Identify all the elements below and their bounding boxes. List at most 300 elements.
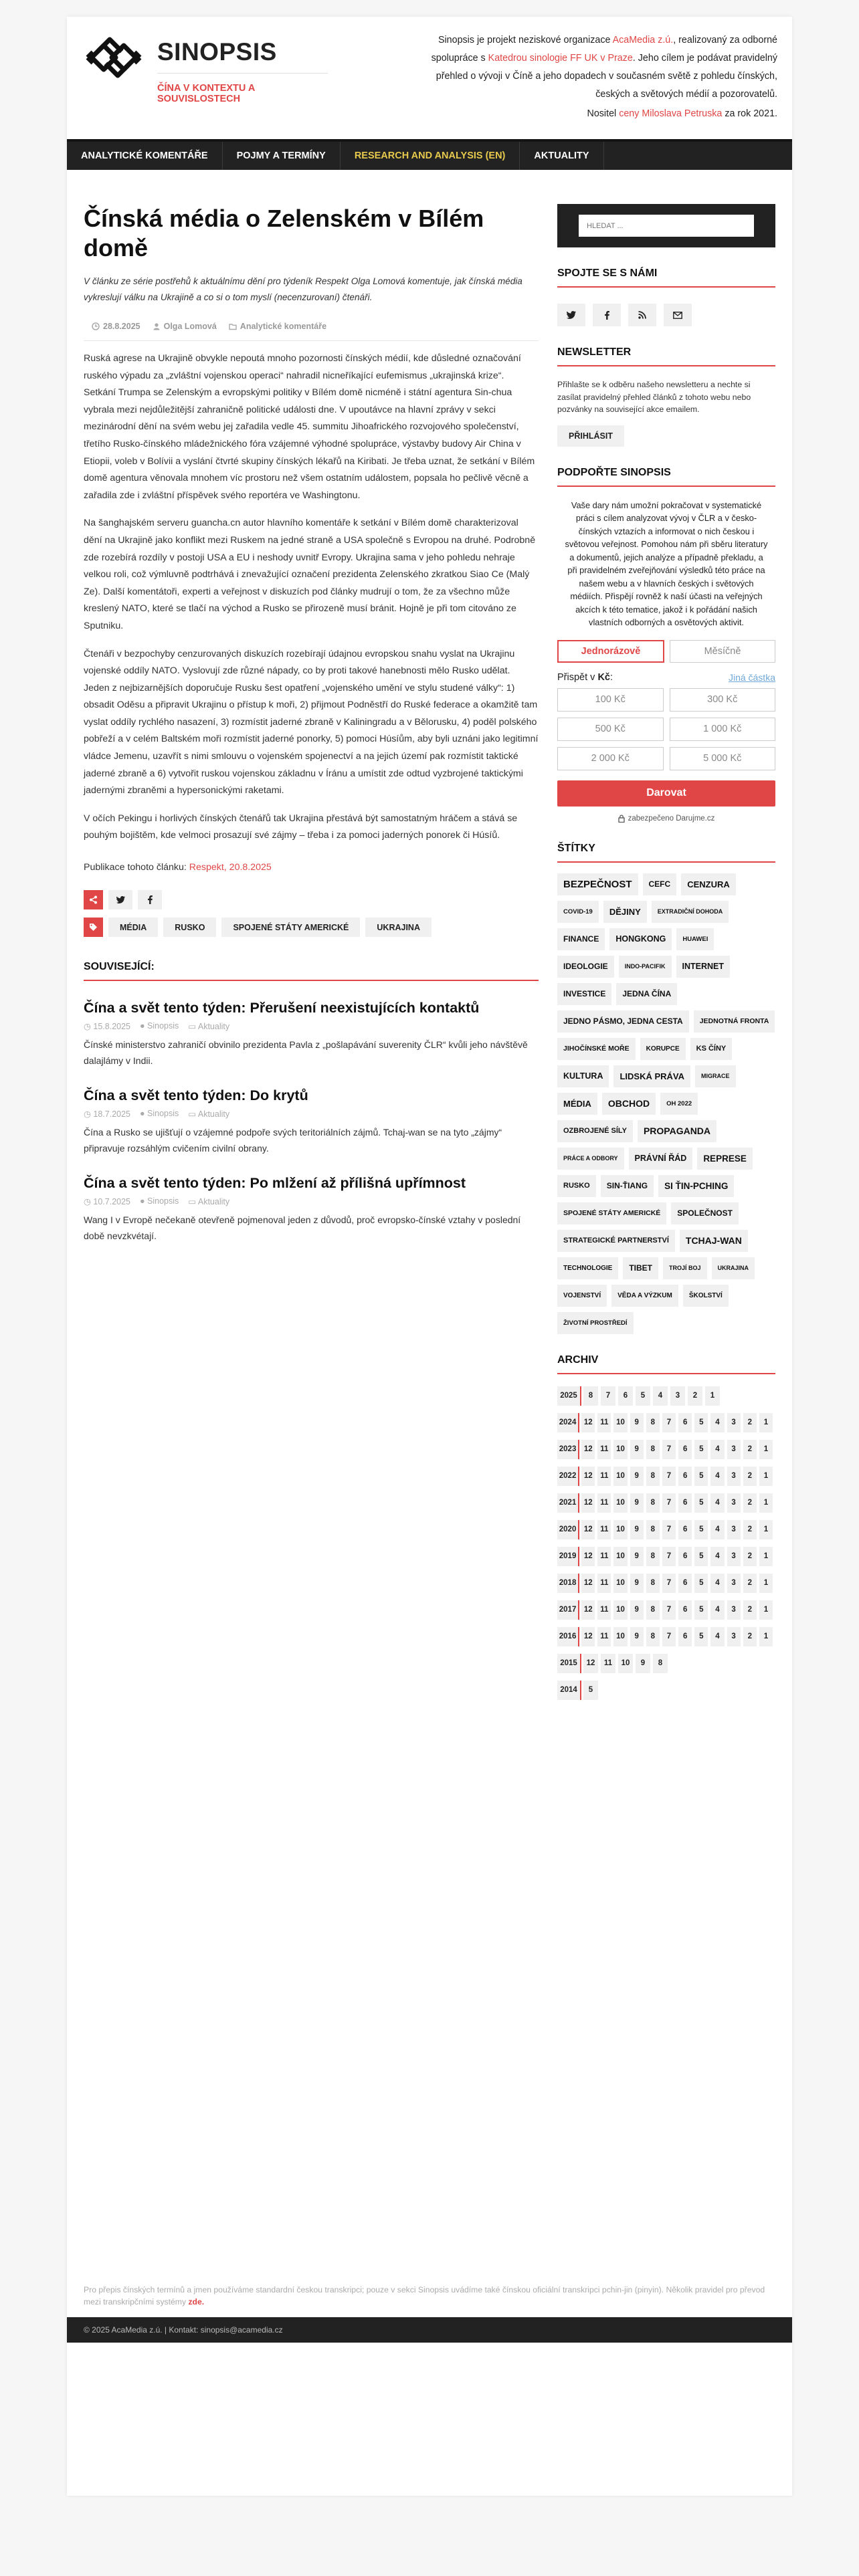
donation-frequency-toggle: [557, 640, 775, 663]
cloud-tag[interactable]: PROPAGANDA: [638, 1120, 717, 1142]
search-box: [557, 204, 775, 247]
post-paragraph: V očích Pekingu i horlivých čínských čtenářů tak Ukrajina přestává být samostatným hráčem a stává se pouhým bojištěm, kde velmoci prosazují své zájmy – třeba i za pomoci jaderných ponorek či Húsíů.: [84, 813, 518, 841]
archive-month[interactable]: 1: [759, 1520, 773, 1539]
archive-month[interactable]: 6: [618, 1386, 633, 1406]
archive-year[interactable]: 2022: [557, 1467, 579, 1486]
archive-row: [557, 1574, 775, 1593]
archive-month[interactable]: 2: [743, 1547, 757, 1566]
archive-month[interactable]: 6: [678, 1574, 692, 1593]
archive-month[interactable]: 3: [727, 1574, 741, 1593]
share-icon: [84, 890, 103, 909]
archive-month[interactable]: 7: [662, 1467, 676, 1486]
nav-item-pojmy-a-terminy[interactable]: POJMY A TERMÍNY: [223, 142, 341, 170]
cloud-tag[interactable]: INDO-PACIFIK: [619, 956, 672, 978]
archive-month[interactable]: 6: [678, 1493, 692, 1513]
archive-month[interactable]: 12: [583, 1654, 598, 1673]
archive-month[interactable]: 4: [710, 1467, 724, 1486]
archive-row: [557, 1386, 775, 1406]
archive-month[interactable]: 3: [670, 1386, 685, 1406]
archive-month[interactable]: 6: [678, 1520, 692, 1539]
cloud-tag[interactable]: EXTRADIČNÍ DOHODA: [652, 901, 729, 923]
cloud-tag[interactable]: LIDSKÁ PRÁVA: [613, 1065, 690, 1087]
archive-year[interactable]: 2021: [557, 1493, 579, 1513]
archive-list: [557, 1386, 775, 1700]
archive-month[interactable]: 10: [613, 1467, 627, 1486]
amount-grid: [557, 688, 775, 770]
archive-month[interactable]: 10: [613, 1547, 627, 1566]
archive-month[interactable]: 3: [727, 1520, 741, 1539]
archive-month[interactable]: 10: [613, 1413, 627, 1432]
archive-month[interactable]: 11: [597, 1600, 611, 1620]
nav-item-aktuality[interactable]: AKTUALITY: [520, 142, 603, 170]
lock-icon: [618, 815, 625, 823]
related-post-category[interactable]: ▭ Aktuality: [188, 1197, 230, 1207]
related-post-date: ◷ 10.7.2025: [84, 1197, 130, 1207]
related-post-author[interactable]: ● Sinopsis: [140, 1021, 179, 1031]
related-post-date: ◷ 18.7.2025: [84, 1109, 130, 1119]
archive-month[interactable]: 10: [613, 1440, 627, 1459]
archive-month[interactable]: 10: [613, 1627, 627, 1646]
share-twitter-button[interactable]: [108, 890, 132, 909]
cloud-tag[interactable]: SPOJENÉ STÁTY AMERICKÉ: [557, 1202, 666, 1224]
archive-month[interactable]: 11: [597, 1627, 611, 1646]
cloud-tag[interactable]: REPRESE: [697, 1148, 753, 1170]
archive-month[interactable]: 3: [727, 1493, 741, 1513]
archive-month[interactable]: 6: [678, 1627, 692, 1646]
transcription-note-link[interactable]: zde.: [188, 2297, 205, 2306]
archive-month[interactable]: 4: [710, 1520, 724, 1539]
archive-month[interactable]: 6: [678, 1440, 692, 1459]
twitter-icon: [116, 896, 125, 903]
cloud-tag[interactable]: KS ČÍNY: [690, 1038, 733, 1060]
footer-copyright: © 2025 AcaMedia z.ú. | Kontakt: sinopsis@acamedia.cz: [84, 2325, 283, 2335]
award-line: [587, 108, 778, 119]
cloud-tag[interactable]: IDEOLOGIE: [557, 956, 614, 978]
cloud-tag[interactable]: ŠKOLSTVÍ: [683, 1285, 729, 1307]
facebook-icon: [605, 311, 609, 320]
archive-month[interactable]: 2: [743, 1413, 757, 1432]
social-rss-button[interactable]: [628, 304, 656, 326]
post-category[interactable]: [229, 322, 326, 331]
archive-month[interactable]: 10: [613, 1600, 627, 1620]
post-tag[interactable]: SPOJENÉ STÁTY AMERICKÉ: [221, 918, 360, 937]
related-post-title[interactable]: Čína a svět tento týden: Přerušení neexistujících kontaktů: [84, 1000, 480, 1016]
archive-month[interactable]: 4: [710, 1627, 724, 1646]
cloud-tag[interactable]: MÉDIA: [557, 1093, 597, 1115]
amount-option[interactable]: 100 Kč: [557, 688, 664, 712]
post-lead: V článku ze série postřehů k aktuálnímu dění pro týdeník Respekt Olga Lomová komentuje, jak čínská média vykreslují válku na Ukrajině a co si o tom myslí (necenzurovaní) čtenáři.: [84, 276, 522, 302]
archive-row: [557, 1440, 775, 1459]
cloud-tag[interactable]: BEZPEČNOST: [557, 873, 638, 895]
newsletter-heading: NEWSLETTER: [557, 346, 775, 366]
cloud-tag[interactable]: OBCHOD: [602, 1093, 656, 1115]
post-meta: [84, 314, 539, 341]
archive-month[interactable]: 2: [688, 1386, 702, 1406]
archive-year[interactable]: 2024: [557, 1413, 579, 1432]
archive-month[interactable]: 12: [581, 1413, 595, 1432]
cloud-tag[interactable]: SPOLEČNOST: [671, 1202, 739, 1224]
archive-year[interactable]: 2023: [557, 1440, 579, 1459]
contribute-label: [557, 672, 613, 683]
archive-month[interactable]: 7: [662, 1547, 676, 1566]
archive-month[interactable]: 2: [743, 1574, 757, 1593]
archive-year[interactable]: 2016: [557, 1627, 579, 1646]
archive-month[interactable]: 7: [662, 1600, 676, 1620]
tags-heading: ŠTÍTKY: [557, 843, 775, 863]
archive-month[interactable]: 8: [646, 1440, 660, 1459]
archive-month[interactable]: 12: [581, 1627, 595, 1646]
archive-row: [557, 1520, 775, 1539]
archive-month[interactable]: 10: [613, 1520, 627, 1539]
related-post-meta: [84, 1109, 539, 1119]
archive-month[interactable]: 2: [743, 1627, 757, 1646]
archive-month[interactable]: 8: [653, 1654, 668, 1673]
archive-row: [557, 1681, 775, 1700]
main-nav: [67, 139, 792, 170]
archive-month[interactable]: 9: [630, 1520, 644, 1539]
post-author[interactable]: [153, 322, 217, 331]
share-facebook-button[interactable]: [138, 890, 162, 909]
archive-month[interactable]: 4: [653, 1386, 668, 1406]
archive-month[interactable]: 5: [694, 1627, 708, 1646]
archive-month[interactable]: 5: [694, 1574, 708, 1593]
cloud-tag[interactable]: JEDNO PÁSMO, JEDNA CESTA: [557, 1010, 689, 1033]
related-post-date-text: 10.7.2025: [93, 1197, 130, 1207]
logo-text: [157, 38, 328, 104]
archive-month[interactable]: 9: [630, 1547, 644, 1566]
contribute-label-text: Přispět v: [557, 671, 598, 683]
archive-month[interactable]: 12: [581, 1574, 595, 1593]
cloud-tag[interactable]: KORUPCE: [640, 1038, 686, 1060]
archive-month[interactable]: 12: [581, 1547, 595, 1566]
main-content: [84, 204, 539, 1244]
cloud-tag[interactable]: SIN-ŤIANG: [601, 1175, 654, 1197]
secured-text: zabezpečeno Darujme.cz: [628, 814, 715, 823]
archive-month[interactable]: 4: [710, 1600, 724, 1620]
sidebar: [557, 204, 775, 1707]
katedra-link[interactable]: Katedrou sinologie FF UK v Praze: [488, 53, 633, 64]
award-text: za rok 2021.: [722, 108, 777, 119]
post-category-text: Analytické komentáře: [240, 322, 327, 331]
archive-month[interactable]: 5: [694, 1493, 708, 1513]
cloud-tag[interactable]: ŽIVOTNÍ PROSTŘEDÍ: [557, 1312, 634, 1334]
archive-month[interactable]: 11: [597, 1493, 611, 1513]
support-heading: PODPOŘTE SINOPSIS: [557, 467, 775, 487]
archive-month[interactable]: 12: [581, 1600, 595, 1620]
archive-month[interactable]: 7: [662, 1627, 676, 1646]
related-post-title[interactable]: Čína a svět tento týden: Po mlžení až přílišná upřímnost: [84, 1175, 466, 1192]
archive-month[interactable]: 11: [597, 1574, 611, 1593]
page: [67, 17, 792, 2496]
archive-month[interactable]: 4: [710, 1493, 724, 1513]
intro-text: , realizovaný za odborné spolupráce s: [431, 35, 777, 64]
archive-month[interactable]: 6: [678, 1547, 692, 1566]
related-post-date: ◷ 15.8.2025: [84, 1022, 130, 1032]
award-text: Nositel: [587, 108, 619, 119]
related-post-category-text: Aktuality: [197, 1109, 230, 1119]
archive-month[interactable]: 5: [694, 1520, 708, 1539]
archive-month[interactable]: 4: [710, 1547, 724, 1566]
archive-month[interactable]: 1: [705, 1386, 720, 1406]
cloud-tag[interactable]: COVID-19: [557, 901, 599, 923]
archive-month[interactable]: 12: [581, 1493, 595, 1513]
archive-month[interactable]: 8: [583, 1386, 598, 1406]
archive-month[interactable]: 11: [597, 1520, 611, 1539]
cloud-tag[interactable]: PRÁVNÍ ŘÁD: [629, 1148, 693, 1170]
related-post: [84, 998, 539, 1069]
cloud-tag[interactable]: OH 2022: [660, 1093, 698, 1115]
archive-year[interactable]: 2020: [557, 1520, 579, 1539]
archive-month[interactable]: 8: [646, 1574, 660, 1593]
archive-month[interactable]: 10: [613, 1574, 627, 1593]
archive-month[interactable]: 7: [662, 1574, 676, 1593]
related-post-meta: [84, 1021, 539, 1031]
share-row: [84, 890, 539, 909]
cloud-tag[interactable]: RUSKO: [557, 1175, 596, 1197]
archive-row: [557, 1547, 775, 1566]
related-post-author-text: Sinopsis: [147, 1021, 179, 1031]
archive-month[interactable]: 5: [694, 1600, 708, 1620]
cloud-tag[interactable]: VĚDA A VÝZKUM: [611, 1285, 678, 1307]
amount-option[interactable]: 1 000 Kč: [670, 718, 776, 741]
archive-month[interactable]: 9: [630, 1493, 644, 1513]
intro-text: . Jeho cílem je podávat pravidelný přehled o vývoji v Číně a jeho dopadech v současném světě z pohledu čínských, českých a světových médií a pozorovatelů.: [436, 53, 777, 100]
archive-month[interactable]: 2: [743, 1600, 757, 1620]
archive-month[interactable]: 2: [743, 1440, 757, 1459]
cloud-tag[interactable]: VOJENSTVÍ: [557, 1285, 607, 1307]
archive-year[interactable]: 2015: [557, 1654, 581, 1673]
archive-month[interactable]: 1: [759, 1467, 773, 1486]
post-tag[interactable]: MÉDIA: [108, 918, 158, 937]
archive-year[interactable]: 2025: [557, 1386, 581, 1406]
archive-month[interactable]: 7: [601, 1386, 615, 1406]
related-post-excerpt: Čína a Rusko se ujišťují o vzájemné podpoře svých teritoriálních zájmů. Tchaj-wan se na tyto „zájmy“ připravuje rozsáhlým cvičením civilní obrany.: [84, 1127, 502, 1154]
archive-month[interactable]: 1: [759, 1627, 773, 1646]
archive-month[interactable]: 8: [646, 1467, 660, 1486]
related-post-author-text: Sinopsis: [147, 1196, 179, 1206]
related-post-title[interactable]: Čína a svět tento týden: Do krytů: [84, 1087, 308, 1104]
archive-month[interactable]: 10: [613, 1493, 627, 1513]
archive-month[interactable]: 8: [646, 1520, 660, 1539]
cloud-tag[interactable]: DĚJINY: [603, 901, 647, 923]
archive-month[interactable]: 8: [646, 1493, 660, 1513]
cloud-tag[interactable]: JEDNA ČÍNA: [616, 983, 677, 1005]
toggle-monthly[interactable]: Měsíčně: [670, 640, 775, 663]
archive-month[interactable]: 12: [581, 1440, 595, 1459]
contribute-label-colon: :: [609, 671, 613, 683]
award-link[interactable]: ceny Miloslava Petruska: [619, 108, 723, 119]
cloud-tag[interactable]: HONGKONG: [609, 928, 672, 950]
site-intro: [423, 31, 777, 104]
archive-month[interactable]: 1: [759, 1440, 773, 1459]
cloud-tag[interactable]: SI ŤIN-PCHING: [658, 1175, 734, 1197]
archive-month[interactable]: 5: [636, 1386, 650, 1406]
related-post-author[interactable]: ● Sinopsis: [140, 1196, 179, 1206]
cloud-tag[interactable]: JIHOČÍNSKÉ MOŘE: [557, 1038, 636, 1060]
archive-month[interactable]: 3: [727, 1440, 741, 1459]
archive-month[interactable]: 4: [710, 1413, 724, 1432]
archive-month[interactable]: 1: [759, 1600, 773, 1620]
related-post-meta: [84, 1196, 539, 1206]
cloud-tag[interactable]: PRÁCE A ODBORY: [557, 1148, 624, 1170]
amount-option[interactable]: 300 Kč: [670, 688, 776, 712]
related-post-category[interactable]: ▭ Aktuality: [188, 1022, 230, 1032]
archive-month[interactable]: 9: [630, 1574, 644, 1593]
post-date: [92, 322, 140, 331]
site-tagline: ČÍNA V KONTEXTU A SOUVISLOSTECH: [157, 73, 328, 104]
archive-month[interactable]: 6: [678, 1413, 692, 1432]
archive-month[interactable]: 1: [759, 1413, 773, 1432]
archive-month[interactable]: 8: [646, 1600, 660, 1620]
cloud-tag[interactable]: FINANCE: [557, 928, 605, 950]
nav-item-analyticke-komentare[interactable]: ANALYTICKÉ KOMENTÁŘE: [67, 142, 223, 170]
nav-item-research-and-analysis[interactable]: RESEARCH AND ANALYSIS (EN): [341, 142, 520, 170]
archive-month[interactable]: 5: [694, 1467, 708, 1486]
archive-month[interactable]: 9: [630, 1627, 644, 1646]
archive-month[interactable]: 10: [618, 1654, 633, 1673]
publication-label: Publikace tohoto článku:: [84, 862, 189, 873]
archive-month[interactable]: 1: [759, 1493, 773, 1513]
toggle-one-time[interactable]: Jednorázově: [557, 640, 664, 663]
cloud-tag[interactable]: KULTURA: [557, 1065, 609, 1087]
archive-month[interactable]: 7: [662, 1520, 676, 1539]
post-tag[interactable]: RUSKO: [163, 918, 216, 937]
archive-month[interactable]: 5: [583, 1681, 598, 1700]
tag-cloud: [557, 873, 775, 1334]
archive-month[interactable]: 4: [710, 1440, 724, 1459]
post-tag[interactable]: UKRAJINA: [365, 918, 432, 937]
site-header: [67, 17, 792, 139]
secured-note: [557, 815, 775, 823]
site-title[interactable]: SINOPSIS: [157, 38, 277, 66]
post-tags-row: [84, 918, 539, 937]
publication-link[interactable]: Respekt, 20.8.2025: [189, 862, 272, 873]
archive-month[interactable]: 11: [601, 1654, 615, 1673]
user-icon: [153, 322, 161, 330]
cloud-tag[interactable]: TCHAJ-WAN: [680, 1230, 748, 1252]
archive-month[interactable]: 3: [727, 1627, 741, 1646]
cloud-tag[interactable]: TIBET: [623, 1257, 658, 1279]
archive-month[interactable]: 8: [646, 1627, 660, 1646]
amount-option[interactable]: 2 000 Kč: [557, 747, 664, 770]
social-facebook-button[interactable]: [593, 304, 621, 326]
archive-month[interactable]: 9: [630, 1600, 644, 1620]
related-post-author[interactable]: ● Sinopsis: [140, 1109, 179, 1119]
archive-month[interactable]: 7: [662, 1440, 676, 1459]
archive-month[interactable]: 9: [636, 1654, 650, 1673]
contribute-row: [557, 672, 775, 683]
archive-month[interactable]: 11: [597, 1547, 611, 1566]
archive-month[interactable]: 9: [630, 1440, 644, 1459]
archive-year[interactable]: 2019: [557, 1547, 579, 1566]
post-title: Čínská média o Zelenském v Bílém domě: [84, 205, 484, 261]
newsletter-subscribe-button[interactable]: PŘIHLÁSIT: [557, 425, 624, 447]
archive-month[interactable]: 7: [662, 1413, 676, 1432]
archive-year[interactable]: 2014: [557, 1681, 581, 1700]
archive-month[interactable]: 11: [597, 1413, 611, 1432]
cloud-tag[interactable]: CENZURA: [681, 873, 736, 895]
archive-month[interactable]: 5: [694, 1440, 708, 1459]
social-email-button[interactable]: [664, 304, 692, 326]
cloud-tag[interactable]: STRATEGICKÉ PARTNERSTVÍ: [557, 1230, 675, 1252]
archive-month[interactable]: 2: [743, 1467, 757, 1486]
related-post-excerpt: Čínské ministerstvo zahraničí obvinilo prezidenta Pavla z „pošlapávání suverenity ČLR“ kvůli jeho návštěvě dalajlámy v Indii.: [84, 1039, 528, 1067]
cloud-tag[interactable]: MIGRACE: [695, 1065, 736, 1087]
cloud-tag[interactable]: TROJÍ BOJ: [663, 1257, 707, 1279]
archive-month[interactable]: 9: [630, 1467, 644, 1486]
cloud-tag[interactable]: INVESTICE: [557, 983, 611, 1005]
post-date-text: 28.8.2025: [103, 322, 140, 331]
site-logo[interactable]: [84, 31, 328, 104]
cloud-tag[interactable]: OZBROJENÉ SÍLY: [557, 1120, 633, 1142]
cloud-tag[interactable]: HUAWEI: [676, 928, 714, 950]
archive-month[interactable]: 5: [694, 1547, 708, 1566]
clock-icon: [92, 322, 100, 330]
folder-icon: [229, 322, 237, 330]
newsletter-text: Přihlašte se k odběru našeho newsletteru a nechte si zasílat pravidelný přehled článků z tohoto webu nebo pozvánky na související akce emailem.: [557, 380, 751, 414]
archive-month[interactable]: 1: [759, 1547, 773, 1566]
other-amount-link[interactable]: Jiná částka: [728, 671, 775, 683]
archive-month[interactable]: 8: [646, 1413, 660, 1432]
donate-button[interactable]: Darovat: [557, 780, 775, 807]
related-post-category-text: Aktuality: [197, 1197, 230, 1207]
archive-month[interactable]: 3: [727, 1547, 741, 1566]
cloud-tag[interactable]: TECHNOLOGIE: [557, 1257, 618, 1279]
archive-month[interactable]: 1: [759, 1574, 773, 1593]
social-buttons: [557, 304, 775, 326]
archive-month[interactable]: 12: [581, 1467, 595, 1486]
cloud-tag[interactable]: CEFC: [643, 873, 677, 895]
cloud-tag[interactable]: UKRAJINA: [712, 1257, 755, 1279]
archive-month[interactable]: 2: [743, 1493, 757, 1513]
archive-month[interactable]: 8: [646, 1547, 660, 1566]
social-twitter-button[interactable]: [557, 304, 585, 326]
archive-year[interactable]: 2017: [557, 1600, 579, 1620]
archive-month[interactable]: 3: [727, 1467, 741, 1486]
archive-month[interactable]: 7: [662, 1493, 676, 1513]
contribute-currency: Kč: [597, 671, 610, 683]
archive-month[interactable]: 3: [727, 1413, 741, 1432]
related-post-category-text: Aktuality: [197, 1022, 230, 1032]
post-paragraph: Čtenáři v bezpochyby cenzurovaných diskuzích rozebírají údajnou evropskou snahu vyslat na Ukrajinu vojenské oddíly NATO. Vyslovují zde různé nápady, co by proti takové hanebnosti mělo Rusko udělat. Jeden z nejbizarnějších doporučuje Rusku šest opatření „vojenského umění ve stylu studené války“: 1) obsadit Oděsu a připravit Ukrajinu o přístup k moři, 2) přijmout Podněstří do Ruské federace a okamžitě tam vyslat oddíly rychlého nasazení, 3) rozmístit jaderné zbraně v Kaliningradu a v Bělorusku, 4) poděl polského pobřeží a v celém Baltském moři rozmístit jaderné ponorky, 5) pomoci Húsíům, aby byli uznáni jako legitimní vládce Jemenu, uzavřít s nimi smlouvu o vojenském spojenectví a na jejich území pak rozmístit taktické jaderné zbraně a 6) vytvořit ruskou vojenskou základnu v Íránu a umístit zde odtud vyzbrojené taktickými jadernými zbraněmi a hypersonickými raketami.: [84, 648, 539, 796]
related-post-date-text: 18.7.2025: [93, 1109, 130, 1119]
related-post: [84, 1086, 539, 1156]
archive-month[interactable]: 6: [678, 1467, 692, 1486]
post-paragraph: Na šanghajském serveru guancha.cn autor hlavního komentáře k setkání v Bílém domě charakterizoval dění na Ukrajině jako konflikt mezi Ruskem na jedné straně a USA společně s Evropou na druhé. Podrobně zde rozebírá rozdíly v postoji USA a EU i neshody uvnitř Evropy. Ukrajina sama v jeho pohledu nehraje velkou roli, což výmluvně podtrhává i znevažující označení prezidenta Zelenského zkratkou Siao Ce (Malý Ze). Další komentátoři, experti a veřejnost v diskuzích pod články mudrují o tom, že za všechno může kreslený NATO, které se tlačí na východ a Rusko se přirozeně musí bránit. Hojně je při tom citováno ze Sputniku.: [84, 518, 536, 631]
related-post-category[interactable]: ▭ Aktuality: [188, 1109, 230, 1119]
archive-month[interactable]: 5: [694, 1413, 708, 1432]
archive-month[interactable]: 12: [581, 1520, 595, 1539]
related-post-excerpt: Wang I v Evropě nečekaně otevřeně pojmenoval jeden z důvodů, proč evropsko-čínské vztahy v poslední době nevzkvétají.: [84, 1214, 521, 1242]
archive-month[interactable]: 11: [597, 1467, 611, 1486]
archive-month[interactable]: 6: [678, 1600, 692, 1620]
search-input[interactable]: [579, 215, 754, 237]
archive-month[interactable]: 2: [743, 1520, 757, 1539]
cloud-tag[interactable]: INTERNET: [676, 956, 731, 978]
amount-option[interactable]: 5 000 Kč: [670, 747, 776, 770]
archive-month[interactable]: 4: [710, 1574, 724, 1593]
social-heading: SPOJTE SE S NÁMI: [557, 267, 775, 288]
acamedia-link[interactable]: AcaMedia z.ú.: [612, 35, 674, 45]
archive-month[interactable]: 3: [727, 1600, 741, 1620]
site-footer: [67, 2317, 792, 2343]
cloud-tag[interactable]: JEDNOTNÁ FRONTA: [694, 1010, 775, 1033]
archive-year[interactable]: 2018: [557, 1574, 579, 1593]
amount-option[interactable]: 500 Kč: [557, 718, 664, 741]
archive-month[interactable]: 9: [630, 1413, 644, 1432]
archive-month[interactable]: 11: [597, 1440, 611, 1459]
archive-heading: ARCHIV: [557, 1354, 775, 1374]
